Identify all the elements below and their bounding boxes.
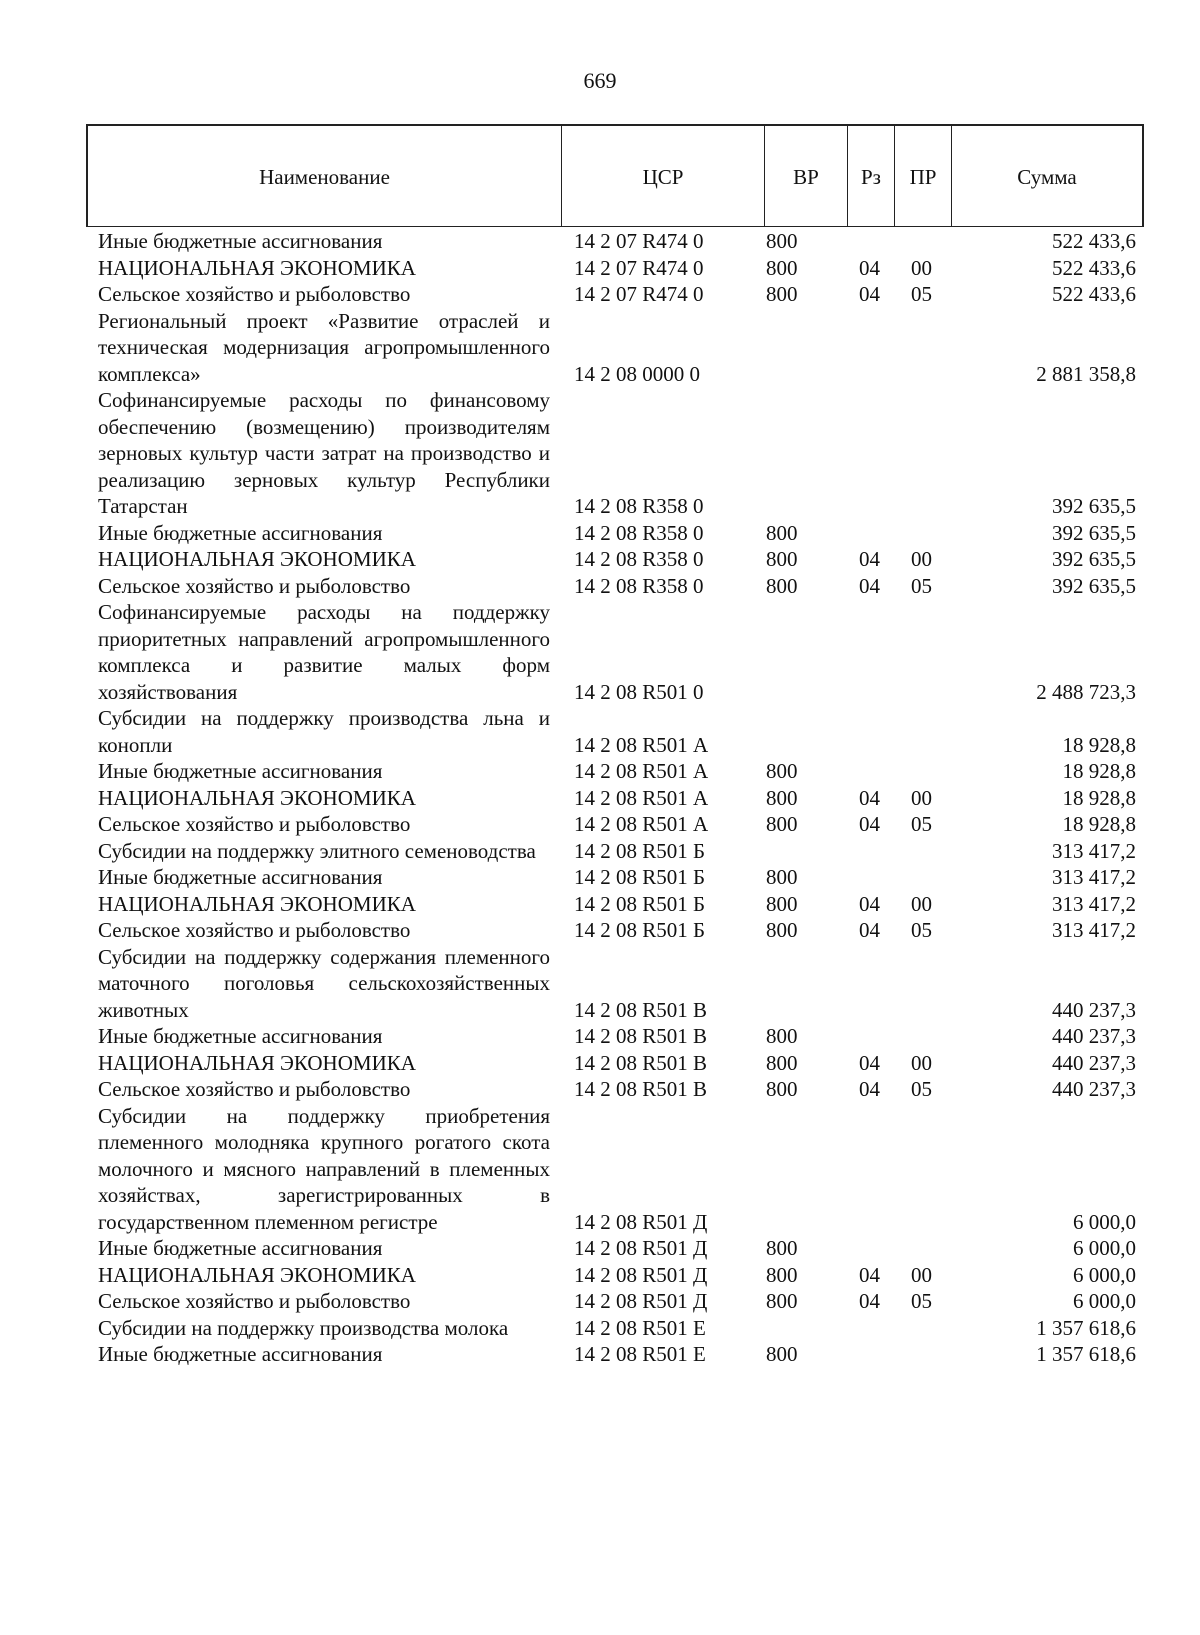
cell-sum: 6 000,0	[1073, 1262, 1136, 1287]
header-vr: ВР	[765, 126, 848, 226]
cell-csr: 14 2 08 R501 В	[574, 1024, 708, 1048]
cell-pr: 05	[911, 282, 932, 306]
cell-sum: 1 357 618,6	[1036, 1342, 1136, 1366]
cell-vr: 800	[766, 573, 798, 598]
cell-rz: 04	[859, 918, 880, 942]
cell-csr: 14 2 08 R358 0	[574, 520, 704, 545]
cell-name: Сельское хозяйство и рыболовство	[98, 918, 411, 942]
table-row	[86, 1235, 1144, 1262]
table-row	[86, 599, 1144, 705]
cell-rz: 04	[859, 785, 880, 810]
cell-sum: 313 417,2	[1052, 918, 1136, 942]
table-row	[86, 1288, 1144, 1315]
cell-csr: 14 2 08 R501 Д	[574, 1289, 708, 1313]
cell-name: Сельское хозяйство и рыболовство	[98, 1289, 411, 1313]
header-csr: ЦСР	[562, 126, 765, 226]
cell-csr: 14 2 08 R501 В	[574, 1077, 708, 1101]
cell-csr: 14 2 08 R501 Б	[574, 865, 706, 889]
cell-vr: 800	[766, 1262, 798, 1287]
cell-rz: 04	[859, 255, 880, 280]
cell-sum: 2 881 358,8	[1036, 361, 1136, 386]
table-row	[86, 255, 1144, 282]
cell-name: НАЦИОНАЛЬНАЯ ЭКОНОМИКА	[98, 891, 416, 916]
cell-sum: 392 635,5	[1052, 494, 1136, 518]
cell-csr: 14 2 08 R501 А	[574, 732, 709, 757]
cell-sum: 1 357 618,6	[1036, 1315, 1136, 1340]
cell-csr: 14 2 08 R501 В	[574, 997, 708, 1022]
table-row	[86, 1023, 1144, 1050]
table-row	[86, 308, 1144, 388]
header-rz: Рз	[848, 126, 895, 226]
cell-name: НАЦИОНАЛЬНАЯ ЭКОНОМИКА	[98, 547, 416, 571]
cell-name: Сельское хозяйство и рыболовство	[98, 1077, 411, 1101]
cell-csr: 14 2 08 R501 А	[574, 785, 709, 810]
cell-vr: 800	[766, 1077, 798, 1101]
table-row	[86, 387, 1144, 520]
cell-name: Иные бюджетные ассигнования	[98, 520, 383, 545]
table-row	[86, 944, 1144, 1024]
cell-name: Иные бюджетные ассигнования	[98, 1342, 383, 1366]
cell-pr: 05	[911, 573, 932, 598]
cell-sum: 522 433,6	[1052, 282, 1136, 306]
table-row	[86, 1341, 1144, 1368]
cell-pr: 05	[911, 1077, 932, 1101]
table-row	[86, 228, 1144, 255]
cell-rz: 04	[859, 812, 880, 836]
table-row	[86, 1262, 1144, 1289]
cell-name: Субсидии на поддержку приобретения племенного молодняка крупного рогатого скота молочного и мясного направлений в племенных хозяйствах, зарегистрированных в государственном племенном регистре	[98, 1103, 550, 1234]
cell-sum: 313 417,2	[1052, 838, 1136, 863]
cell-vr: 800	[766, 255, 798, 280]
cell-name: Субсидии на поддержку производства молока	[98, 1315, 509, 1340]
cell-csr: 14 2 08 R501 В	[574, 1050, 708, 1075]
table-row	[86, 281, 1144, 308]
cell-rz: 04	[859, 1262, 880, 1287]
cell-rz: 04	[859, 573, 880, 598]
cell-csr: 14 2 08 R501 Д	[574, 1209, 708, 1234]
cell-vr: 800	[766, 759, 798, 783]
table-row	[86, 520, 1144, 547]
cell-name: Субсидии на поддержку содержания племенного маточного поголовья сельскохозяйственных животных	[98, 944, 550, 1022]
cell-csr: 14 2 08 R501 Б	[574, 918, 706, 942]
cell-csr: 14 2 08 R501 А	[574, 759, 709, 783]
cell-vr: 800	[766, 520, 798, 545]
cell-name: НАЦИОНАЛЬНАЯ ЭКОНОМИКА	[98, 785, 416, 810]
cell-sum: 392 635,5	[1052, 520, 1136, 545]
table-row	[86, 917, 1144, 944]
cell-sum: 6 000,0	[1073, 1209, 1136, 1234]
cell-sum: 440 237,3	[1052, 1024, 1136, 1048]
table-body	[86, 228, 1144, 1368]
cell-csr: 14 2 08 R358 0	[574, 573, 704, 598]
cell-rz: 04	[859, 891, 880, 916]
table-row	[86, 1050, 1144, 1077]
cell-sum: 6 000,0	[1073, 1236, 1136, 1260]
cell-vr: 800	[766, 1289, 798, 1313]
header-divider	[86, 226, 1144, 227]
table-header	[86, 124, 1144, 226]
header-name: Наименование	[88, 126, 562, 226]
cell-name: Региональный проект «Развитие отраслей и техническая модернизация агропромышленного комплекса»	[98, 308, 550, 386]
cell-name: НАЦИОНАЛЬНАЯ ЭКОНОМИКА	[98, 255, 416, 280]
cell-rz: 04	[859, 282, 880, 306]
cell-vr: 800	[766, 865, 798, 889]
cell-name: Сельское хозяйство и рыболовство	[98, 282, 411, 306]
cell-name: Сельское хозяйство и рыболовство	[98, 573, 411, 598]
cell-csr: 14 2 07 R474 0	[574, 229, 704, 253]
table-row	[86, 864, 1144, 891]
cell-csr: 14 2 07 R474 0	[574, 282, 704, 306]
page-number: 669	[583, 68, 617, 93]
cell-vr: 800	[766, 282, 798, 306]
cell-rz: 04	[859, 1050, 880, 1075]
cell-sum: 392 635,5	[1052, 573, 1136, 598]
cell-sum: 313 417,2	[1052, 891, 1136, 916]
table-row	[86, 1076, 1144, 1103]
cell-sum: 18 928,8	[1062, 759, 1136, 783]
cell-sum: 313 417,2	[1052, 865, 1136, 889]
cell-vr: 800	[766, 1050, 798, 1075]
cell-pr: 00	[911, 1262, 932, 1287]
cell-sum: 440 237,3	[1052, 1077, 1136, 1101]
cell-vr: 800	[766, 1024, 798, 1048]
cell-vr: 800	[766, 1236, 798, 1260]
cell-vr: 800	[766, 891, 798, 916]
cell-vr: 800	[766, 229, 798, 253]
cell-sum: 392 635,5	[1052, 547, 1136, 571]
cell-csr: 14 2 08 R501 Е	[574, 1315, 706, 1340]
cell-name: Иные бюджетные ассигнования	[98, 865, 383, 889]
table-row	[86, 546, 1144, 573]
cell-name: Софинансируемые расходы по финансовому обеспечению (возмещению) производителям зерновых культур части затрат на производство и реализацию зерновых культур Республики Татарстан	[98, 388, 550, 518]
header-pr: ПР	[895, 126, 952, 226]
cell-pr: 00	[911, 547, 932, 571]
cell-name: Иные бюджетные ассигнования	[98, 229, 383, 253]
cell-csr: 14 2 08 R501 Б	[574, 838, 706, 863]
cell-name: Софинансируемые расходы на поддержку приоритетных направлений агропромышленного комплекса и развитие малых форм хозяйствования	[98, 600, 550, 704]
cell-csr: 14 2 08 R501 Д	[574, 1236, 708, 1260]
cell-name: Иные бюджетные ассигнования	[98, 759, 383, 783]
cell-sum: 522 433,6	[1052, 229, 1136, 253]
cell-name: Субсидии на поддержку производства льна и конопли	[98, 706, 550, 757]
cell-csr: 14 2 08 R501 А	[574, 812, 709, 836]
table-row	[86, 838, 1144, 865]
cell-name: Иные бюджетные ассигнования	[98, 1024, 383, 1048]
cell-pr: 00	[911, 1050, 932, 1075]
cell-name: НАЦИОНАЛЬНАЯ ЭКОНОМИКА	[98, 1050, 416, 1075]
cell-csr: 14 2 08 R358 0	[574, 494, 704, 518]
cell-vr: 800	[766, 812, 798, 836]
cell-sum: 440 237,3	[1052, 997, 1136, 1022]
cell-rz: 04	[859, 547, 880, 571]
cell-csr: 14 2 08 R501 Е	[574, 1342, 706, 1366]
cell-sum: 18 928,8	[1062, 812, 1136, 836]
cell-csr: 14 2 08 R501 Б	[574, 891, 706, 916]
cell-sum: 6 000,0	[1073, 1289, 1136, 1313]
cell-csr: 14 2 08 R358 0	[574, 547, 704, 571]
table-row	[86, 1103, 1144, 1236]
cell-name: Иные бюджетные ассигнования	[98, 1236, 383, 1260]
cell-rz: 04	[859, 1077, 880, 1101]
cell-pr: 05	[911, 918, 932, 942]
cell-name: Субсидии на поддержку элитного семеноводства	[98, 838, 536, 863]
cell-vr: 800	[766, 918, 798, 942]
table-row	[86, 573, 1144, 600]
table-row	[86, 811, 1144, 838]
cell-pr: 00	[911, 785, 932, 810]
cell-sum: 18 928,8	[1062, 785, 1136, 810]
cell-pr: 05	[911, 1289, 932, 1313]
cell-csr: 14 2 07 R474 0	[574, 255, 704, 280]
cell-csr: 14 2 08 R501 Д	[574, 1262, 708, 1287]
table-row	[86, 758, 1144, 785]
header-sum: Сумма	[1017, 164, 1077, 189]
cell-rz: 04	[859, 1289, 880, 1313]
table-row	[86, 705, 1144, 758]
cell-vr: 800	[766, 1342, 798, 1366]
cell-name: Сельское хозяйство и рыболовство	[98, 812, 411, 836]
cell-pr: 05	[911, 812, 932, 836]
cell-name: НАЦИОНАЛЬНАЯ ЭКОНОМИКА	[98, 1262, 416, 1287]
cell-csr: 14 2 08 R501 0	[574, 679, 704, 704]
cell-vr: 800	[766, 547, 798, 571]
cell-sum: 440 237,3	[1052, 1050, 1136, 1075]
cell-sum: 522 433,6	[1052, 255, 1136, 280]
table-row	[86, 1315, 1144, 1342]
cell-csr: 14 2 08 0000 0	[574, 361, 700, 386]
cell-sum: 2 488 723,3	[1036, 679, 1136, 704]
cell-sum: 18 928,8	[1062, 732, 1136, 757]
table-row	[86, 891, 1144, 918]
cell-pr: 00	[911, 255, 932, 280]
cell-pr: 00	[911, 891, 932, 916]
cell-vr: 800	[766, 785, 798, 810]
table-row	[86, 785, 1144, 812]
